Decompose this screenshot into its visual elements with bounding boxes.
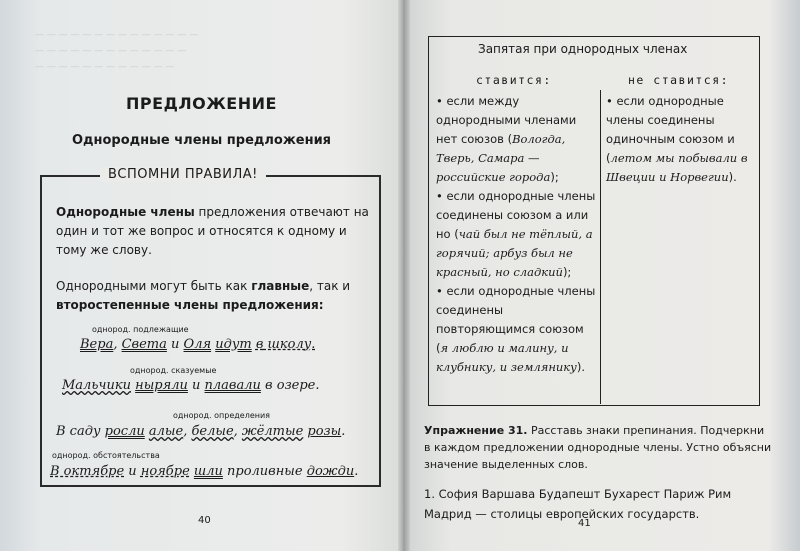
example-word: дожди <box>306 464 355 479</box>
example-caption: однород. сказуемые <box>130 366 217 375</box>
example-word: плавали <box>204 378 261 393</box>
example-word: В октябре <box>50 464 125 479</box>
rule-list-no-comma <box>606 92 752 187</box>
rule-item-text: • если однородные члены соединены союзом а или но ( <box>436 189 596 241</box>
example-word: Вера <box>80 337 114 352</box>
show-through-text: — — — — — — — — — — — — — — <box>35 30 199 40</box>
example-word: и <box>166 337 184 352</box>
rule-text: Однородными могут быть как <box>56 279 252 293</box>
list-item <box>436 92 596 187</box>
page-number-right: 41 <box>578 518 591 529</box>
example-word: шли <box>193 464 223 479</box>
example-word: Света <box>121 337 167 352</box>
column-header-comma: ставится: <box>476 73 552 87</box>
example-word: белые <box>191 424 234 439</box>
rule-item-text: • если однородные члены соединены повторяющимся союзом ( <box>436 284 596 355</box>
exercise-text: Расставь знаки препинания. Подчеркни в каждом предложении однородные члены. Устно объясни значение выделенных слов. <box>424 424 772 471</box>
show-through-text: — — — — — — — — — — — — — <box>35 46 187 56</box>
example-caption: однород. подлежащие <box>92 325 189 334</box>
rule-text: предложения отвечают на один и тот же вопрос и относятся к одному и тому же слову. <box>56 205 369 257</box>
book-spine <box>398 0 410 551</box>
example-word: Оля <box>183 337 212 352</box>
rule-term: Однородные члены <box>56 205 195 219</box>
example-sentence-predicates <box>62 378 320 393</box>
rule-item-example: Вологда, Тверь, Самара — российские города <box>436 132 566 184</box>
example-word: Мальчики <box>62 378 132 393</box>
list-item <box>436 187 596 282</box>
example-word: и <box>187 378 205 393</box>
exercise-label: Упражнение 31. <box>424 424 528 437</box>
example-word: В саду <box>56 424 105 439</box>
example-word: школу. <box>263 337 316 352</box>
rule-item-end: ); <box>562 265 572 279</box>
example-caption: однород. определения <box>173 411 270 420</box>
example-word: алые <box>148 424 184 439</box>
example-word: проливные <box>222 464 307 479</box>
example-word: жёлтые <box>241 424 304 439</box>
rule-item-end: ); <box>550 170 559 184</box>
example-word: . <box>341 424 346 439</box>
example-word: , <box>183 424 192 439</box>
rule-item-end: ). <box>576 360 585 374</box>
rule-text: , так и <box>309 279 351 293</box>
rule-item-example: летом мы побывали в Швеции и Норвегии <box>606 151 748 184</box>
page-number-left: 40 <box>198 515 211 526</box>
column-header-no-comma: не ставится: <box>628 73 730 87</box>
page-subheading: Однородные члены предложения <box>71 133 332 148</box>
example-word: идут <box>215 337 252 352</box>
example-word: , <box>113 337 122 352</box>
example-word: росли <box>104 424 145 439</box>
example-word: в озере. <box>260 378 320 393</box>
example-sentence-adverbials <box>50 464 358 479</box>
example-sentence-attributes <box>56 424 345 439</box>
rule-item-text: • если однородные члены соединены одиночным союзом и ( <box>606 94 735 165</box>
example-word: . <box>354 464 359 479</box>
rule-item-example: чай был не тёплый, а горячий; арбуз был не красный, но сладкий <box>436 227 593 279</box>
table-title: Запятая при однородных членах <box>478 42 688 56</box>
rule-item-example: я люблю и малину, и клубнику, и землянику <box>436 341 577 374</box>
example-word: , <box>233 424 242 439</box>
example-word: розы <box>307 424 342 439</box>
rule-item-text: • если между однородными членами нет союзов ( <box>436 94 577 146</box>
list-item <box>606 92 752 187</box>
example-word: и <box>124 464 141 479</box>
rule-term: второстепенные члены предложения: <box>56 298 324 312</box>
table-column-divider <box>600 90 601 404</box>
rule-term: главные <box>251 279 310 293</box>
example-sentence-subjects <box>80 337 315 352</box>
page-heading: ПРЕДЛОЖЕНИЕ <box>126 94 277 113</box>
rules-box-label: ВСПОМНИ ПРАВИЛА! <box>100 167 266 182</box>
rule-list-comma <box>436 92 596 377</box>
example-caption: однород. обстоятельства <box>52 451 160 460</box>
list-item <box>436 282 596 377</box>
example-word: в <box>255 337 264 352</box>
example-word: ныряли <box>135 378 188 393</box>
rule-paragraph-1 <box>56 203 374 260</box>
exercise-instructions <box>424 422 772 473</box>
rule-paragraph-2 <box>56 277 374 315</box>
exercise-item: 1. София Варшава Будапешт Бухарест Париж Рим Мадрид — столицы европейских государств. <box>424 487 732 521</box>
show-through-text: — — — — — — — — — — — — <box>35 62 175 72</box>
rule-item-end: ). <box>728 170 737 184</box>
example-word: ноябре <box>140 464 190 479</box>
